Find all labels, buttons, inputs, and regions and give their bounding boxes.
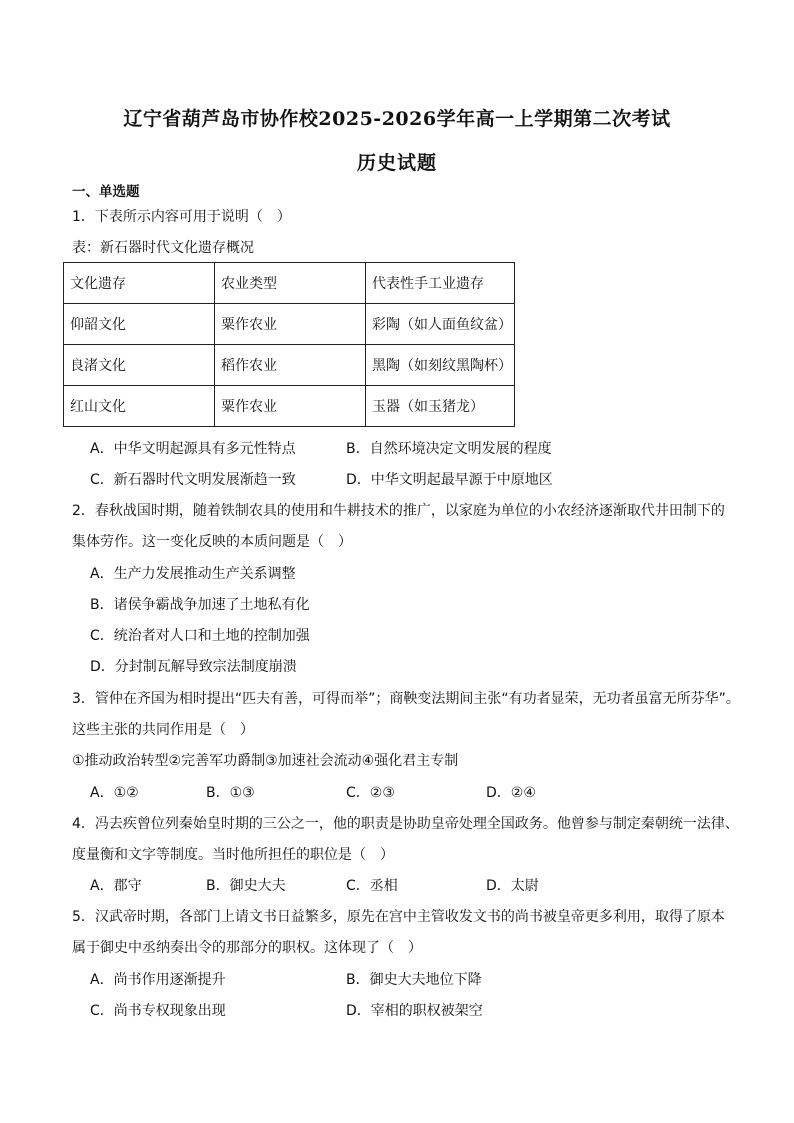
q3-stem-line2: 这些主张的共同作用是（ ） [72,722,254,738]
q3-option-b: B．①③ [206,785,255,801]
q2-stem-line2: 集体劳作。这一变化反映的本质问题是（ ） [72,534,352,550]
table-row [64,386,515,427]
table-cell: 玉器（如玉猪龙） [366,386,515,427]
q3-option-a: A．①② [90,785,139,801]
q3-option-c: C．②③ [346,785,395,801]
table-row [64,345,515,386]
table-header-cell: 文化遗存 [64,263,215,304]
q5-option-c: C．尚书专权现象出现 [90,1003,226,1019]
q5-option-d: D．宰相的职权被架空 [346,1003,483,1019]
q4-stem-line2: 度量衡和文字等制度。当时他所担任的职位是（ ） [72,847,394,863]
table-cell: 稻作农业 [215,345,366,386]
q2-stem-line1: 2．春秋战国时期，随着铁制农具的使用和牛耕技术的推广，以家庭为单位的小农经济逐渐取代井田制下的 [72,503,725,519]
table-cell: 彩陶（如人面鱼纹盆） [366,304,515,345]
q1-option-c: C．新石器时代文明发展渐趋一致 [90,472,296,488]
q1-option-b: B．自然环境决定文明发展的程度 [346,441,552,457]
q4-option-d: D．太尉 [486,878,539,894]
table-cell: 粟作农业 [215,304,366,345]
section-heading: 一、单选题 [72,184,140,200]
table-cell: 粟作农业 [215,386,366,427]
q2-option-d: D．分封制瓦解导致宗法制度崩溃 [90,659,297,675]
q1-option-d: D．中华文明起最早源于中原地区 [346,472,553,488]
q4-option-b: B．御史大夫 [206,878,286,894]
q5-stem-line1: 5．汉武帝时期，各部门上请文书日益繁多，原先在宫中主管收发文书的尚书被皇帝更多利用，取得了原本 [72,909,725,925]
q3-stem-line1: 3．管仲在齐国为相时提出“匹夫有善，可得而举”；商鞅变法期间主张“有功者显荣，无功者虽富无所芬华”。 [72,691,740,707]
exam-subtitle: 历史试题 [356,152,437,174]
q4-option-c: C．丞相 [346,878,398,894]
table-cell: 黑陶（如刻纹黑陶杯） [366,345,515,386]
q1-stem: 1．下表所示内容可用于说明（ ） [72,209,291,225]
table-cell: 红山文化 [64,386,215,427]
table-cell: 仰韶文化 [64,304,215,345]
table-cell: 良渚文化 [64,345,215,386]
q2-option-c: C．统治者对人口和土地的控制加强 [90,628,310,644]
q5-option-a: A．尚书作用逐渐提升 [90,972,226,988]
q1-table-caption: 表：新石器时代文化遗存概况 [72,240,254,256]
q5-stem-line2: 属于御史中丞纳奏出令的那部分的职权。这体现了（ ） [72,940,422,956]
table-header-row [64,263,515,304]
q4-option-a: A．郡守 [90,878,142,894]
table-header-cell: 农业类型 [215,263,366,304]
q1-table [63,262,515,427]
q3-items: ①推动政治转型②完善军功爵制③加速社会流动④强化君主专制 [72,753,459,769]
q3-option-d: D．②④ [486,785,536,801]
q5-option-b: B．御史大夫地位下降 [346,972,482,988]
exam-title: 辽宁省葫芦岛市协作校2025-2026学年高一上学期第二次考试 [123,108,671,130]
q2-option-a: A．生产力发展推动生产关系调整 [90,566,296,582]
q1-option-a: A．中华文明起源具有多元性特点 [90,441,296,457]
table-header-cell: 代表性手工业遗存 [366,263,515,304]
q4-stem-line1: 4．冯去疾曾位列秦始皇时期的三公之一，他的职责是协助皇帝处理全国政务。他曾参与制定秦朝统一法律、 [72,816,739,832]
table-row [64,304,515,345]
q2-option-b: B．诸侯争霸战争加速了土地私有化 [90,597,310,613]
